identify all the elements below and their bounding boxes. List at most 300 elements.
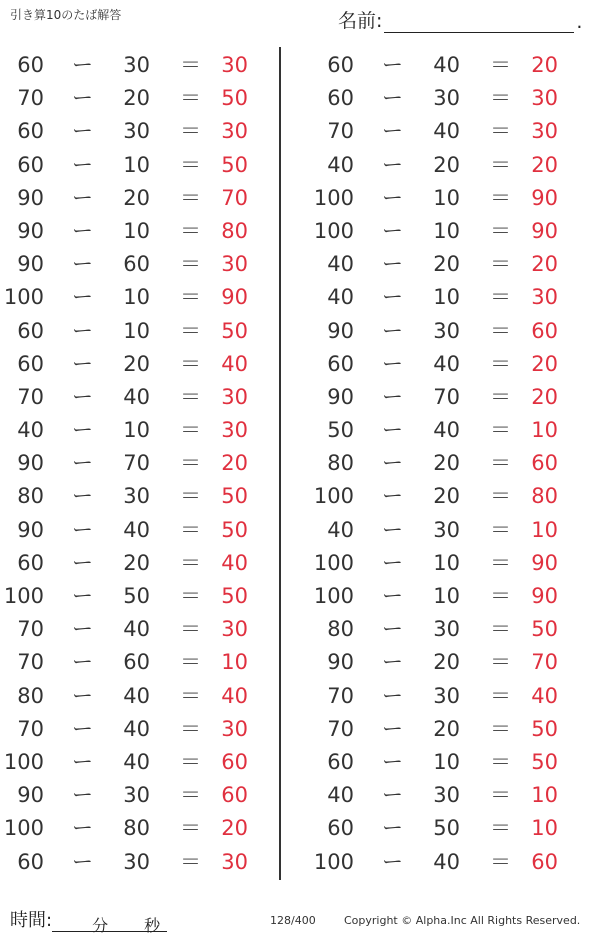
minuend: 90: [17, 218, 44, 243]
subtrahend: 40: [123, 749, 150, 774]
minuend: 90: [17, 252, 44, 277]
minuend: 70: [17, 716, 44, 741]
problem-row: [0, 49, 270, 82]
subtrahend: 20: [123, 550, 150, 575]
subtrahend: 20: [123, 185, 150, 210]
equals-sign: ＝: [490, 816, 511, 841]
problem-row: [310, 381, 580, 414]
minus-sign: ー: [382, 617, 403, 642]
minuend: 100: [313, 484, 354, 509]
minus-sign: ー: [72, 152, 93, 177]
minuend: 40: [327, 517, 354, 542]
subtrahend: 30: [123, 119, 150, 144]
minuend: 90: [327, 650, 354, 675]
minuend: 100: [313, 584, 354, 608]
minus-sign: ー: [72, 86, 93, 111]
minuend: 60: [17, 318, 44, 343]
minus-sign: ー: [72, 484, 93, 509]
minuend: 60: [327, 749, 354, 774]
subtrahend: 20: [433, 716, 460, 741]
answer: 30: [221, 418, 248, 443]
equals-sign: ＝: [490, 384, 511, 409]
subtrahend: 10: [433, 285, 460, 310]
minus-sign: ー: [382, 484, 403, 509]
subtrahend: 30: [433, 683, 460, 708]
minus-sign: ー: [72, 418, 93, 443]
equals-sign: ＝: [180, 716, 201, 741]
problem-row: [0, 746, 270, 779]
equals-sign: ＝: [490, 351, 511, 376]
minus-sign: ー: [72, 119, 93, 144]
problem-row: [0, 613, 270, 646]
minuend: 40: [327, 252, 354, 277]
equals-sign: ＝: [180, 849, 201, 874]
problem-row: [0, 846, 270, 879]
minus-sign: ー: [72, 351, 93, 376]
equals-sign: ＝: [490, 86, 511, 111]
column-divider: [279, 47, 281, 880]
answer: 50: [531, 716, 558, 741]
equals-sign: ＝: [180, 617, 201, 642]
minus-sign: ー: [72, 683, 93, 708]
minuend: 40: [17, 418, 44, 443]
problem-row: [310, 812, 580, 845]
subtrahend: 40: [123, 716, 150, 741]
subtrahend: 20: [123, 351, 150, 376]
minus-sign: ー: [72, 53, 93, 77]
equals-sign: ＝: [490, 119, 511, 144]
answer: 50: [221, 152, 248, 177]
minuend: 100: [313, 550, 354, 575]
subtrahend: 10: [433, 185, 460, 210]
equals-sign: ＝: [490, 185, 511, 210]
subtrahend: 30: [123, 53, 150, 77]
subtrahend: 30: [433, 318, 460, 343]
answer: 90: [221, 285, 248, 310]
equals-sign: ＝: [180, 86, 201, 111]
problem-row: [310, 613, 580, 646]
subtrahend: 30: [433, 86, 460, 111]
minus-sign: ー: [72, 849, 93, 874]
name-label: 名前:: [338, 10, 383, 32]
answer: 70: [221, 185, 248, 210]
minus-sign: ー: [382, 318, 403, 343]
equals-sign: ＝: [490, 53, 511, 77]
answer: 60: [221, 749, 248, 774]
minuend: 90: [327, 384, 354, 409]
problem-row: [310, 547, 580, 580]
minus-sign: ー: [382, 749, 403, 774]
minus-sign: ー: [382, 550, 403, 575]
subtrahend: 20: [433, 451, 460, 476]
minus-sign: ー: [382, 584, 403, 608]
answer: 20: [531, 351, 558, 376]
name-blank-line: [384, 12, 574, 33]
minuend: 60: [17, 152, 44, 177]
problem-row: [0, 348, 270, 381]
answer: 90: [531, 185, 558, 210]
minus-sign: ー: [72, 252, 93, 277]
problem-row: [0, 779, 270, 812]
equals-sign: ＝: [490, 451, 511, 476]
minus-sign: ー: [72, 550, 93, 575]
minus-sign: ー: [382, 683, 403, 708]
equals-sign: ＝: [490, 650, 511, 675]
subtrahend: 10: [433, 584, 460, 608]
subtrahend: 20: [433, 252, 460, 277]
minus-sign: ー: [382, 650, 403, 675]
equals-sign: ＝: [180, 517, 201, 542]
equals-sign: ＝: [490, 285, 511, 310]
minuend: 40: [327, 783, 354, 808]
equals-sign: ＝: [180, 816, 201, 841]
subtrahend: 10: [123, 218, 150, 243]
subtrahend: 40: [433, 351, 460, 376]
subtrahend: 10: [123, 418, 150, 443]
equals-sign: ＝: [180, 749, 201, 774]
equals-sign: ＝: [490, 749, 511, 774]
problem-row: [0, 713, 270, 746]
answer: 40: [221, 550, 248, 575]
minus-sign: ー: [382, 849, 403, 874]
minuend: 100: [313, 218, 354, 243]
minus-sign: ー: [382, 783, 403, 808]
minuend: 90: [327, 318, 354, 343]
minus-sign: ー: [72, 517, 93, 542]
equals-sign: ＝: [490, 849, 511, 874]
seconds-label: 秒: [144, 916, 161, 935]
equals-sign: ＝: [180, 152, 201, 177]
equals-sign: ＝: [180, 418, 201, 443]
answer: 80: [221, 218, 248, 243]
answer: 30: [221, 849, 248, 874]
minus-sign: ー: [382, 218, 403, 243]
minuend: 100: [3, 285, 44, 310]
answer: 50: [221, 517, 248, 542]
minus-sign: ー: [72, 716, 93, 741]
equals-sign: ＝: [490, 617, 511, 642]
minuend: 70: [17, 384, 44, 409]
answer: 10: [531, 783, 558, 808]
answer: 60: [531, 451, 558, 476]
subtrahend: 10: [123, 285, 150, 310]
problem-row: [310, 846, 580, 879]
problem-row: [310, 82, 580, 115]
problem-row: [310, 348, 580, 381]
problem-row: [0, 514, 270, 547]
problem-row: [0, 414, 270, 447]
problem-row: [310, 480, 580, 513]
answer: 50: [221, 86, 248, 111]
answer: 50: [221, 318, 248, 343]
problem-row: [310, 779, 580, 812]
minuend: 70: [327, 119, 354, 144]
minuend: 70: [17, 86, 44, 111]
equals-sign: ＝: [180, 285, 201, 310]
subtrahend: 20: [123, 86, 150, 111]
subtrahend: 70: [433, 384, 460, 409]
equals-sign: ＝: [490, 517, 511, 542]
subtrahend: 40: [123, 683, 150, 708]
equals-sign: ＝: [180, 252, 201, 277]
problem-row: [310, 281, 580, 314]
problem-row: [0, 149, 270, 182]
problem-row: [0, 315, 270, 348]
minuend: 90: [17, 451, 44, 476]
subtrahend: 30: [123, 849, 150, 874]
minus-sign: ー: [72, 749, 93, 774]
page-number: 128/400: [270, 914, 316, 927]
subtrahend: 40: [433, 119, 460, 144]
problem-row: [310, 115, 580, 148]
answer: 40: [221, 351, 248, 376]
equals-sign: ＝: [180, 451, 201, 476]
left-problem-column: [0, 49, 270, 879]
minuend: 60: [17, 849, 44, 874]
minus-sign: ー: [72, 816, 93, 841]
minus-sign: ー: [382, 418, 403, 443]
problem-row: [310, 49, 580, 82]
equals-sign: ＝: [180, 185, 201, 210]
answer: 20: [221, 816, 248, 841]
minus-sign: ー: [72, 584, 93, 608]
equals-sign: ＝: [490, 584, 511, 608]
minuend: 50: [327, 418, 354, 443]
minuend: 100: [3, 749, 44, 774]
answer: 10: [531, 816, 558, 841]
equals-sign: ＝: [180, 318, 201, 343]
answer: 20: [531, 252, 558, 277]
minuend: 40: [327, 285, 354, 310]
answer: 30: [531, 86, 558, 111]
subtrahend: 50: [123, 584, 150, 608]
answer: 30: [221, 617, 248, 642]
subtrahend: 20: [433, 152, 460, 177]
minus-sign: ー: [72, 185, 93, 210]
minuend: 100: [3, 584, 44, 608]
minuend: 80: [17, 484, 44, 509]
problem-row: [0, 680, 270, 713]
minuend: 60: [327, 53, 354, 77]
answer: 60: [531, 849, 558, 874]
problem-row: [0, 381, 270, 414]
answer: 30: [221, 384, 248, 409]
minuend: 80: [327, 451, 354, 476]
problem-row: [310, 514, 580, 547]
answer: 30: [221, 252, 248, 277]
subtrahend: 30: [123, 484, 150, 509]
answer: 30: [221, 716, 248, 741]
subtrahend: 10: [433, 749, 460, 774]
minuend: 60: [327, 351, 354, 376]
minuend: 70: [17, 650, 44, 675]
problem-row: [310, 149, 580, 182]
equals-sign: ＝: [490, 418, 511, 443]
name-field: [338, 6, 582, 33]
minus-sign: ー: [382, 53, 403, 77]
minuend: 100: [3, 816, 44, 841]
minus-sign: ー: [72, 384, 93, 409]
minuend: 70: [327, 716, 354, 741]
minus-sign: ー: [382, 185, 403, 210]
subtrahend: 10: [433, 550, 460, 575]
problem-row: [310, 248, 580, 281]
subtrahend: 70: [123, 451, 150, 476]
problem-row: [310, 746, 580, 779]
subtrahend: 20: [433, 484, 460, 509]
equals-sign: ＝: [180, 119, 201, 144]
minuend: 80: [17, 683, 44, 708]
problem-row: [310, 680, 580, 713]
minuend: 90: [17, 185, 44, 210]
minuend: 100: [313, 849, 354, 874]
problem-row: [0, 215, 270, 248]
minus-sign: ー: [382, 451, 403, 476]
answer: 60: [531, 318, 558, 343]
minus-sign: ー: [72, 318, 93, 343]
minus-sign: ー: [382, 517, 403, 542]
equals-sign: ＝: [490, 783, 511, 808]
minus-sign: ー: [382, 351, 403, 376]
subtrahend: 40: [123, 617, 150, 642]
minus-sign: ー: [72, 650, 93, 675]
answer: 30: [221, 53, 248, 77]
problem-row: [0, 182, 270, 215]
minuend: 60: [17, 53, 44, 77]
answer: 80: [531, 484, 558, 509]
subtrahend: 80: [123, 816, 150, 841]
problem-row: [310, 215, 580, 248]
subtrahend: 10: [123, 152, 150, 177]
answer: 10: [221, 650, 248, 675]
minus-sign: ー: [382, 816, 403, 841]
answer: 30: [531, 285, 558, 310]
problem-row: [0, 82, 270, 115]
answer: 50: [221, 584, 248, 608]
equals-sign: ＝: [180, 584, 201, 608]
copyright-notice: Copyright © Alpha.Inc All Rights Reserved.: [344, 914, 581, 927]
minuend: 90: [17, 783, 44, 808]
equals-sign: ＝: [490, 550, 511, 575]
problem-row: [310, 646, 580, 679]
problem-row: [310, 315, 580, 348]
equals-sign: ＝: [180, 351, 201, 376]
minus-sign: ー: [382, 152, 403, 177]
minus-sign: ー: [72, 617, 93, 642]
minus-sign: ー: [382, 285, 403, 310]
equals-sign: ＝: [490, 152, 511, 177]
answer: 90: [531, 550, 558, 575]
minuend: 60: [17, 119, 44, 144]
answer: 20: [531, 53, 558, 77]
answer: 50: [531, 749, 558, 774]
subtrahend: 40: [433, 53, 460, 77]
minus-sign: ー: [72, 285, 93, 310]
time-label: 時間:: [10, 910, 53, 931]
answer: 50: [531, 617, 558, 642]
problem-row: [0, 115, 270, 148]
subtrahend: 40: [433, 418, 460, 443]
answer: 20: [531, 384, 558, 409]
answer: 50: [221, 484, 248, 509]
subtrahend: 30: [433, 517, 460, 542]
minutes-label: 分: [92, 916, 109, 935]
problem-row: [0, 646, 270, 679]
subtrahend: 30: [123, 783, 150, 808]
minus-sign: ー: [382, 716, 403, 741]
equals-sign: ＝: [180, 484, 201, 509]
answer: 90: [531, 584, 558, 608]
equals-sign: ＝: [490, 218, 511, 243]
subtrahend: 40: [123, 517, 150, 542]
answer: 60: [221, 783, 248, 808]
subtrahend: 40: [123, 384, 150, 409]
problem-row: [0, 812, 270, 845]
answer: 20: [531, 152, 558, 177]
subtrahend: 40: [433, 849, 460, 874]
minuend: 90: [17, 517, 44, 542]
minus-sign: ー: [382, 86, 403, 111]
time-blank-line: [52, 913, 167, 935]
minuend: 100: [313, 185, 354, 210]
answer: 30: [531, 119, 558, 144]
minus-sign: ー: [72, 783, 93, 808]
equals-sign: ＝: [180, 218, 201, 243]
minuend: 40: [327, 152, 354, 177]
time-field: [10, 906, 167, 935]
problem-row: [310, 182, 580, 215]
minuend: 80: [327, 617, 354, 642]
minuend: 60: [17, 550, 44, 575]
problem-row: [310, 580, 580, 613]
equals-sign: ＝: [180, 783, 201, 808]
equals-sign: ＝: [180, 550, 201, 575]
minus-sign: ー: [72, 218, 93, 243]
answer: 70: [531, 650, 558, 675]
problem-row: [310, 713, 580, 746]
equals-sign: ＝: [490, 252, 511, 277]
minuend: 70: [17, 617, 44, 642]
answer: 20: [221, 451, 248, 476]
problem-row: [0, 580, 270, 613]
subtrahend: 60: [123, 650, 150, 675]
equals-sign: ＝: [490, 716, 511, 741]
equals-sign: ＝: [180, 683, 201, 708]
equals-sign: ＝: [180, 384, 201, 409]
problem-row: [0, 547, 270, 580]
subtrahend: 60: [123, 252, 150, 277]
problem-row: [0, 447, 270, 480]
answer: 10: [531, 517, 558, 542]
answer: 10: [531, 418, 558, 443]
minus-sign: ー: [382, 119, 403, 144]
minuend: 70: [327, 683, 354, 708]
minuend: 60: [327, 86, 354, 111]
worksheet-title: 引き算10のたば解答: [10, 8, 122, 22]
equals-sign: ＝: [490, 683, 511, 708]
problem-row: [310, 414, 580, 447]
subtrahend: 20: [433, 650, 460, 675]
minus-sign: ー: [72, 451, 93, 476]
answer: 30: [221, 119, 248, 144]
name-dot: .: [576, 11, 583, 33]
right-problem-column: [310, 49, 580, 879]
equals-sign: ＝: [180, 650, 201, 675]
subtrahend: 30: [433, 617, 460, 642]
problem-row: [0, 248, 270, 281]
problem-row: [0, 480, 270, 513]
problem-row: [0, 281, 270, 314]
